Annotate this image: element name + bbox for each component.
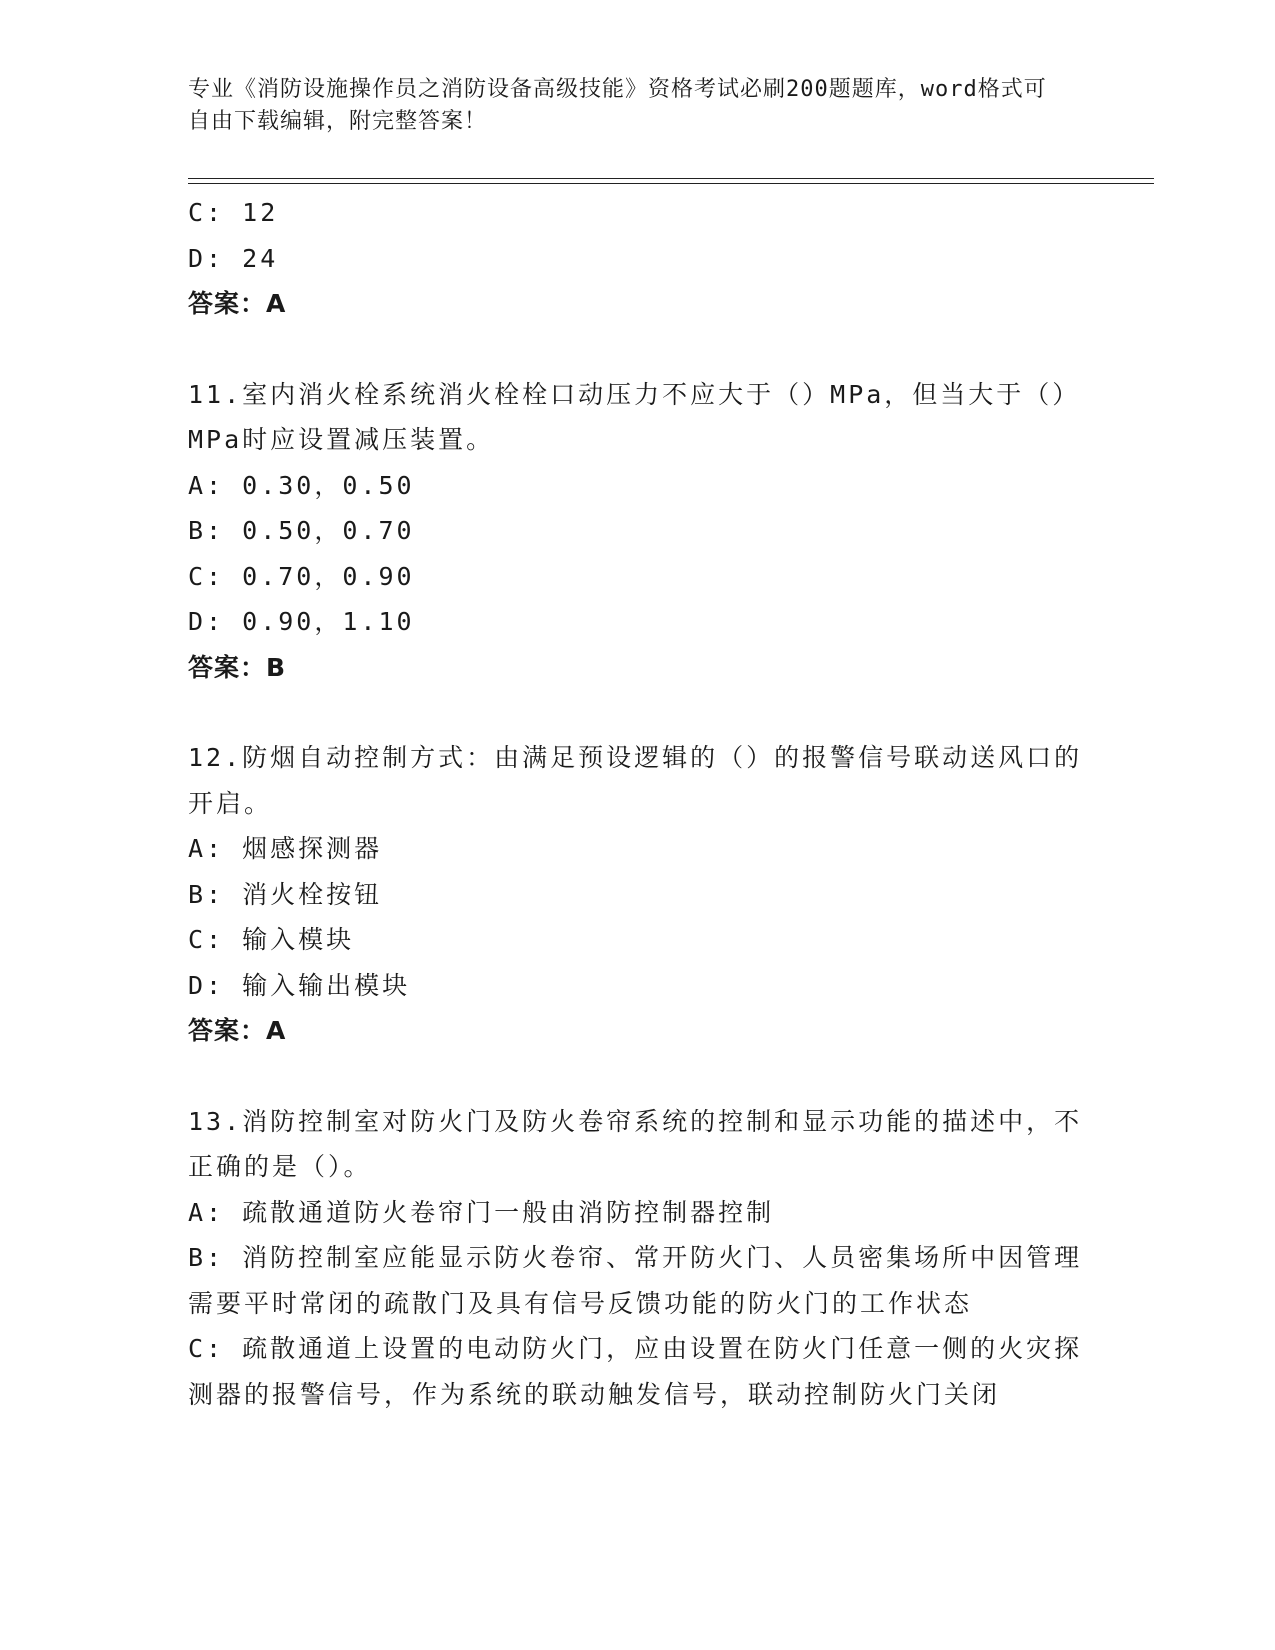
question-13 [188, 1099, 1088, 1418]
option-c: C: 0.70，0.90 [188, 561, 415, 591]
option-c: C: 12 [188, 198, 279, 227]
document-body [188, 190, 1088, 1417]
option-a: A: 0.30，0.50 [188, 470, 415, 500]
header-divider-secondary [188, 183, 1154, 184]
option-d: D: 24 [188, 243, 279, 273]
option-b: B: 0.50，0.70 [188, 516, 415, 545]
document-header: 专业《消防设施操作员之消防设备高级技能》资格考试必刷200题题库，word格式可自由下载编辑，附完整答案！ [188, 77, 1047, 134]
option-b: B: 消防控制室应能显示防火卷帘、常开防火门、人员密集场所中因管理需要平时常闭的疏散门及具有信号反馈功能的防火门的工作状态 [188, 1243, 1083, 1318]
option-c: C: 输入模块 [188, 925, 355, 954]
header-divider [188, 178, 1154, 179]
answer-line: 答案：A [188, 1016, 287, 1045]
answer-line: 答案：B [188, 652, 287, 682]
option-c: C: 疏散通道上设置的电动防火门，应由设置在防火门任意一侧的火灾探测器的报警信号，作为系统的联动触发信号，联动控制防火门关闭 [188, 1334, 1083, 1409]
option-d: D: 输入输出模块 [188, 970, 411, 1000]
option-b: B: 消火栓按钮 [188, 879, 383, 909]
question-12 [188, 735, 1088, 1054]
answer-line: 答案：A [188, 289, 287, 318]
question-text: 12.防烟自动控制方式：由满足预设逻辑的（）的报警信号联动送风口的开启。 [188, 743, 1083, 818]
question-11 [188, 372, 1088, 691]
option-a: A: 疏散通道防火卷帘门一般由消防控制器控制 [188, 1197, 775, 1227]
option-d: D: 0.90，1.10 [188, 607, 415, 636]
question-text: 11.室内消火栓系统消火栓栓口动压力不应大于（）MPa，但当大于（）MPa时应设置减压装置。 [188, 379, 1081, 454]
previous-question-tail [188, 190, 1088, 327]
question-text: 13.消防控制室对防火门及防火卷帘系统的控制和显示功能的描述中，不正确的是（）。 [188, 1106, 1083, 1181]
option-a: A: 烟感探测器 [188, 834, 383, 863]
